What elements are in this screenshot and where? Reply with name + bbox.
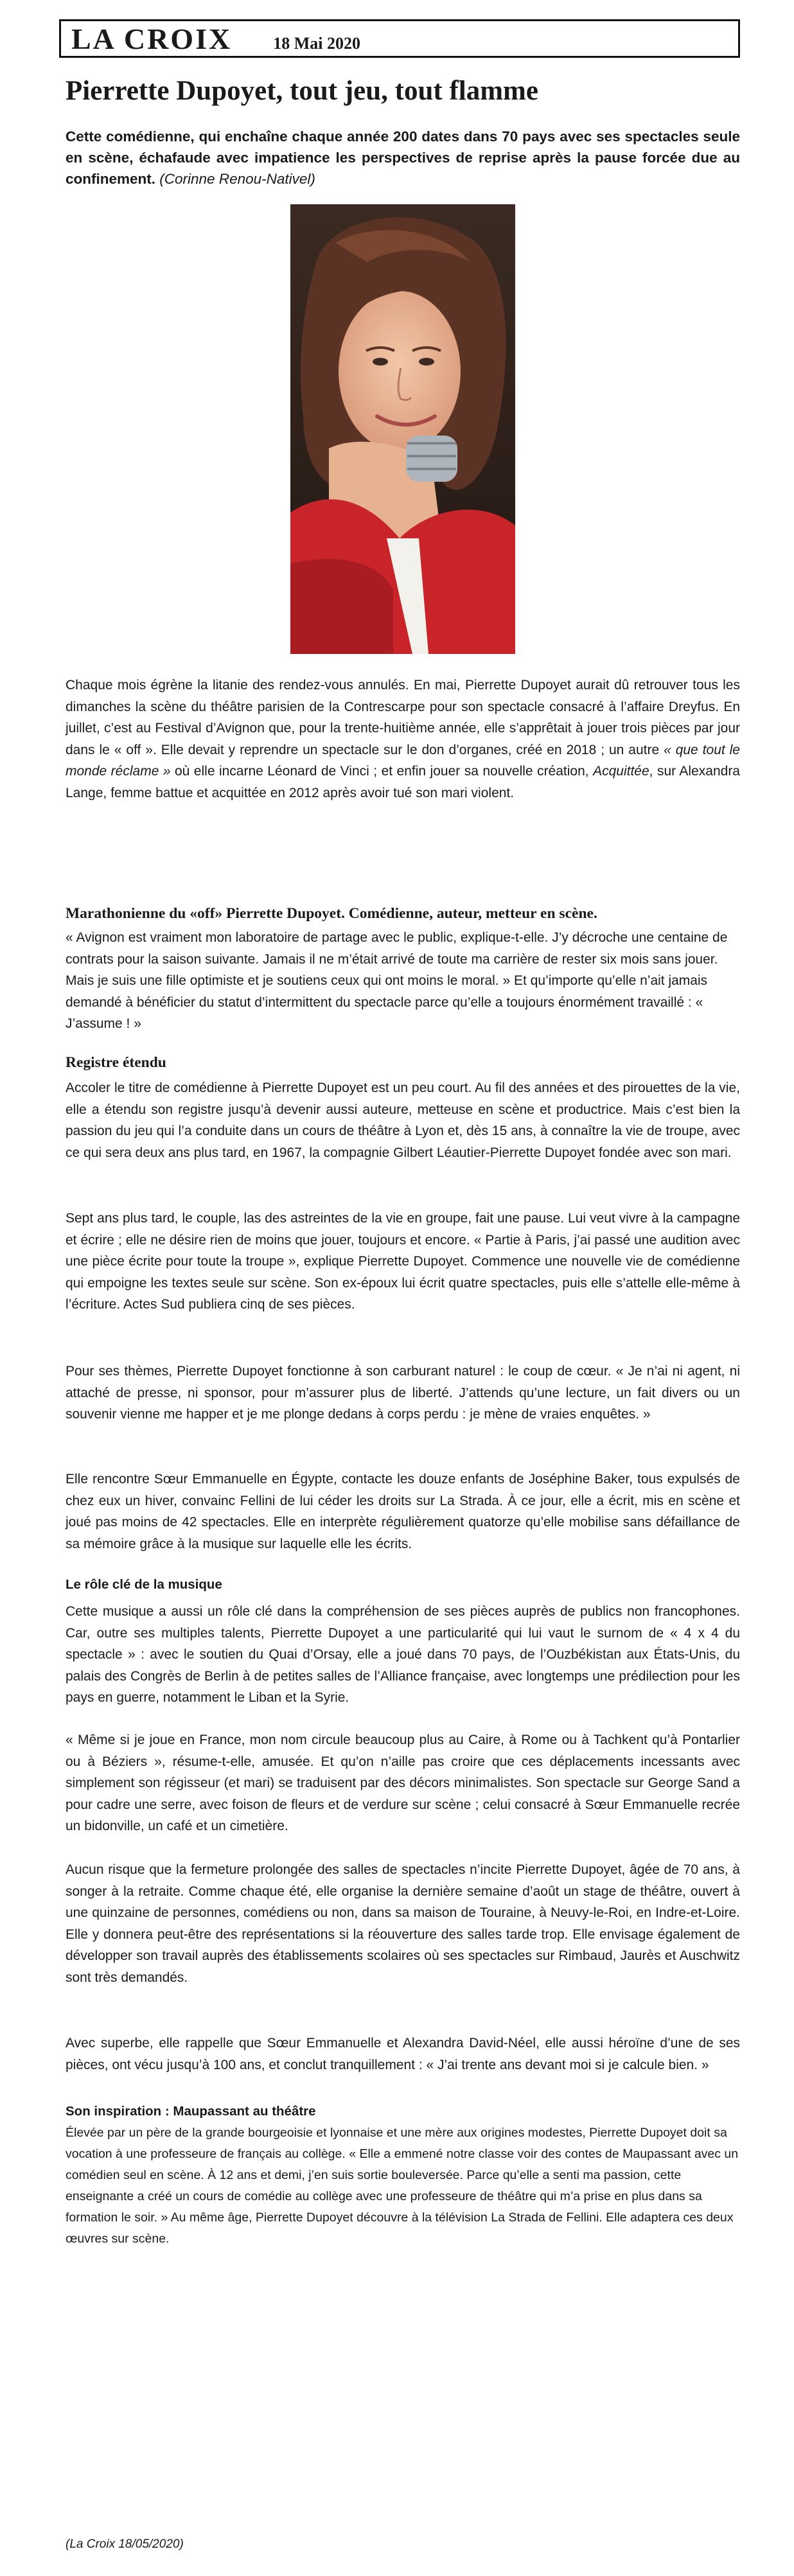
section-heading-inspiration: Son inspiration : Maupassant au théâtre (66, 2104, 316, 2119)
section3-paragraph-4: Avec superbe, elle rappelle que Sœur Emmanuelle et Alexandra David-Néel, elle aussi héroïne d’une de ses pièces, ont vécu jusqu’à 100 ans, et conclut tranquillement : « J’ai trente ans devant moi si je calcule bien. » (66, 2036, 740, 2072)
section-heading-marathonienne: Marathonienne du «off» Pierrette Dupoyet. Comédienne, auteur, metteur en scène. (66, 905, 597, 922)
section-heading-musique: Le rôle clé de la musique (66, 1577, 222, 1592)
article-title: Pierrette Dupoyet, tout jeu, tout flamme (66, 76, 538, 106)
portrait-photo (290, 204, 515, 654)
section2-paragraph-1: Accoler le titre de comédienne à Pierrette Dupoyet est un peu court. Au fil des années et des pirouettes de la vie, elle a étendu son registre jusqu’à devenir aussi auteure, metteuse en scène et productrice. Mais c’est bien la passion du jeu qui l’a conduite dans un cours de théâtre à Lyon et, dès 15 ans, à connaître la vie de troupe, avec ce qui sera deux ans plus tard, en 1967, la compagnie Gilbert Léautier-Pierrette Dupoyet fondée avec son mari. (66, 1081, 740, 1160)
section1-paragraph: « Avignon est vraiment mon laboratoire de partage avec le public, explique-t-elle. J’y décroche une centaine de contrats pour la saison suivante. Jamais il ne m’était arrivé de toute ma carrière de rester six mois sans jouer. Mais je suis une fille optimiste et je soutiens ceux qui ont moins le moral. » Et qu’importe qu’elle n’ait jamais demandé à bénéficier du statut d’intermittent du spectacle parce qu’elle a toujours énormément travaillé : « J’assume ! » (66, 930, 728, 1032)
section3-paragraph-3: Aucun risque que la fermeture prolongée des salles de spectacles n’incite Pierrette Dupoyet, âgée de 70 ans, à songer à la retraite. Comme chaque été, elle organise la dernière semaine d’août un stage de théâtre, ouvert à une quinzaine de personnes, comédiens ou non, dans sa maison de Touraine, à Neuvy-le-Roi, en Indre-et-Loire. Elle y donnera peut-être des représentations si la réouverture des salles tarde trop. Elle envisage également de développer son travail auprès des établissements scolaires où ses spectacles sur Rimbaud, Jaurès et Auschwitz sont très demandés. (66, 1862, 740, 1985)
publication-date: 18 Mai 2020 (273, 34, 360, 53)
section3-paragraph-1: Cette musique a aussi un rôle clé dans la compréhension de ses pièces auprès de publics non francophones. Car, outre ses multiples talents, Pierrette Dupoyet a une particularité qui lui vaut le surnom de « 4 x 4 du spectacle » : avec le soutien du Quai d’Orsay, elle a joué dans 70 pays, de l’Ouzbékistan aux États-Unis, du palais des Congrès de Berlin à de petites salles de l’Alliance française, avec longtemps une prédilection pour les pays en guerre, notamment le Liban et la Syrie. (66, 1604, 740, 1706)
newspaper-logo: LA CROIX (71, 22, 233, 55)
work-title-acquittee: Acquittée (593, 764, 649, 779)
lead-text: Cette comédienne, qui enchaîne chaque année 200 dates dans 70 pays avec ses spectacles seule en scène, échafaude avec impatience les perspectives de reprise après la pause forcée due au confinement. (66, 128, 740, 187)
intro-quote: « que tout le monde réclame » (66, 742, 740, 779)
section2-paragraph-4: Elle rencontre Sœur Emmanuelle en Égypte, contacte les douze enfants de Joséphine Baker, tous expulsés de chez eux un hiver, convainc Fellini de lui céder les droits sur La Strada. À ce jour, elle a écrit, mis en scène et joué pas moins de 42 spectacles. Elle en interprète régulièrement quatorze qu’elle mobilise sans défaillance de sa mémoire grâce à la musique sur laquelle elle les écrits. (66, 1472, 740, 1551)
intro-paragraph (66, 675, 740, 804)
section2-paragraph-2: Sept ans plus tard, le couple, las des astreintes de la vie en groupe, fait une pause. Lui veut vivre à la campagne et écrire ; elle ne désire rien de moins que jouer, toujours et encore. « Partie à Paris, j’ai passé une audition avec une pièce écrite pour toute la troupe », explique Pierrette Dupoyet. Commence une nouvelle vie de comédienne qui empoigne les textes seule sur scène. Son ex-époux lui écrit quatre spectacles, puis elle s’attelle elle-même à l’écriture. Actes Sud publiera cinq de ses pièces. (66, 1211, 740, 1312)
intro-text-end: , sur Alexandra Lange, femme battue et acquittée en 2012 après avoir tué son mari violent. (66, 764, 740, 800)
section2-paragraph-3: Pour ses thèmes, Pierrette Dupoyet fonctionne à son carburant naturel : le coup de cœur. « Je n’ai ni agent, ni attaché de presse, ni sponsor, pour m’assurer plus de liberté. J’attends qu’une lecture, un fait divers ou un souvenir vienne me happer et je me plonge dedans à corps perdu : je mène de vraies enquêtes. » (66, 1364, 740, 1422)
section3-paragraph-2: « Même si je joue en France, mon nom circule beaucoup plus au Caire, à Rome ou à Tachkent qu’à Pontarlier ou à Béziers », résume-t-elle, amusée. Et qu’on n’aille pas croire que ces déplacements incessants avec simplement son régisseur (et mari) se traduisent par des décors minimalistes. Son spectacle sur George Sand a pour cadre une serre, avec foison de fleurs et de verdure sur scène ; celui consacré à Sœur Emmanuelle recrée un bidonville, un café et un cimetière. (66, 1733, 740, 1834)
intro-text: Chaque mois égrène la litanie des rendez-vous annulés. En mai, Pierrette Dupoyet aurait dû retrouver tous les dimanches la scène du théâtre parisien de la Contrescarpe pour son spectacle consacré à l’affaire Dreyfus. En juillet, c’est au Festival d’Avignon que, pour la trente-huitième année, elle s’apprêtait à jouer trois pièces par jour dans le « off ». Elle devait y reprendre un spectacle sur le don d’organes, créé en 2018 ; un autre (66, 678, 740, 757)
section-heading-registre: Registre étendu (66, 1054, 166, 1071)
section4-paragraph: Élevée par un père de la grande bourgeoisie et lyonnaise et une mère aux origines modestes, Pierrette Dupoyet doit sa vocation à une professeure de français au collège. « Elle a emmené notre classe voir des contes de Maupassant avec un comédien seul en scène. À 12 ans et demi, j’en suis sortie bouleversée. Parce qu’elle a senti ma passion, cette enseignante a créé un cours de comédie au collège avec une professeure de théâtre qui m’a prise en plus dans sa formation le soir. » Au même âge, Pierrette Dupoyet découvre à la télévision La Strada de Fellini. Elle adaptera ces deux œuvres sur scène. (66, 2126, 739, 2246)
intro-text-continued: où elle incarne Léonard de Vinci ; et enfin jouer sa nouvelle création, (170, 764, 594, 779)
article-source: (La Croix 18/05/2020) (66, 2537, 184, 2551)
portrait-illustration (290, 204, 515, 654)
byline: (Corinne Renou-Nativel) (159, 171, 315, 187)
article-lead (66, 126, 740, 190)
newspaper-masthead (59, 19, 740, 58)
